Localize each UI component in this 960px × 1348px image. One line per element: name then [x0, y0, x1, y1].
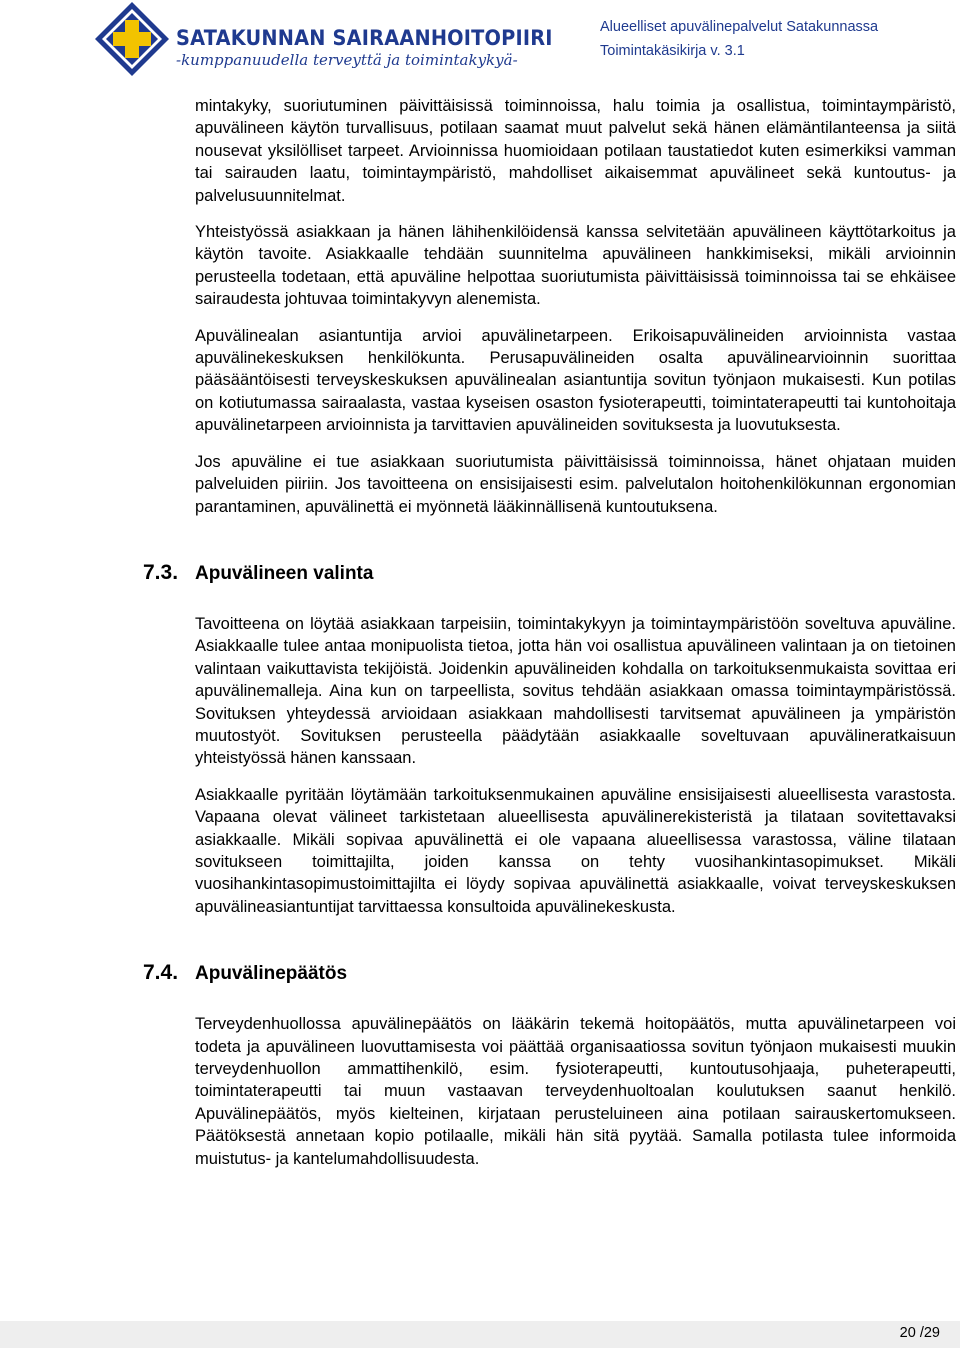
page-header: [0, 0, 960, 80]
paragraph: Jos apuväline ei tue asiakkaan suoriutumista päivittäisissä toiminnoissa, hänet ohjataan muiden palveluiden piiriin. Jos tavoitteena on ensisijaisesti esim. palvelutalon hoitohenkilökunnan ergonomian parantaminen, apuvälinettä ei myönnetä lääkinnällisenä kuntoutuksena.: [195, 452, 956, 516]
section-heading-7-3: [143, 561, 956, 593]
paragraph: Tavoitteena on löytää asiakkaan tarpeisiin, toimintakykyyn ja toimintaympäristöön soveltuva apuväline. Asiakkaalle tulee antaa monipuolista tietoa, jotta hän voi osallistua apuvälineen valintaan ja on tietoinen valintaan vaikuttavista tekijöistä. Joidenkin apuvälineiden kohdalla on tarkoituksenmukaista sovittaa eri apuvälinemalleja. Aina kun on tarpeellista, sovitus tehdään asiakkaan omassa toimintaympäristössä. Sovituksen yhteydessä arvioidaan asiakkaan mahdollisesti tarvitsemat apuvälineen ja ympäristön muutostyöt. Sovituksen perusteella päädytään asiakkaalle soveltuvaan apuvälineratkaisuun yhteistyössä hänen kanssaan.: [195, 614, 956, 768]
document-title: Alueelliset apuvälinepalvelut Satakunnassa: [600, 19, 879, 35]
paragraph: Terveydenhuollossa apuvälinepäätös on lääkärin tekemä hoitopäätös, mutta apuvälinetarpeen voi todeta ja apuvälineen luovuttamisesta voi päättää organisaatiossa sovitun työnjaon mukaisesti muukin terveydenhuollon ammattihenkilö, esim. fysioterapeutti, kuntoutusohjaaja, puheterapeutti, toimintaterapeutti tai muun vastaavan terveydenhuoltoalan koulutuksen saanut henkilö. Apuvälinepäätös, myös kielteinen, kirjataan perusteluineen aina potilaan sairauskertomukseen. Päätöksestä annetaan kopio potilaalle, mikäli hän sitä pyytää. Samalla potilasta tulee informoida muistutus- ja kantelumahdollisuudesta.: [195, 1015, 956, 1168]
section-heading-7-4: [143, 961, 956, 993]
paragraph: Yhteistyössä asiakkaan ja hänen lähihenkilöidensä kanssa selvitetään apuvälineen käyttötarkoitus ja käytön tavoite. Asiakkaalle tehdään suunnitelma apuvälineen hankkimiseksi, mikäli arvioinnin perusteella todetaan, että apuväline helpottaa suoriutumista päivittäisissä toiminnoissa tai se ehkäisee sairaudesta johtuvaa toimintakyvyn alenemista.: [195, 223, 956, 309]
section-title: Apuvälineen valinta: [195, 562, 374, 584]
paragraph: Apuvälinealan asiantuntija arvioi apuvälinetarpeen. Erikoisapuvälineiden arvioinnista vastaa apuvälinekeskuksen henkilökunta. Perusapuvälineiden osalta apuvälinearvioinnin suorittaa pääsääntöisesti terveyskeskuksen apuvälinealan asiantuntija sovitun työnjaon mukaisesti. Kun potilas on kotiutumassa sairaalasta, vastaa kyseisen osaston fysioterapeutti, toimintaterapeutti tai kuntohoitaja apuvälinetarpeen arvioinnista ja tarvittavien apuvälineiden sovituksesta ja luovutuksesta.: [195, 326, 956, 435]
paragraph: mintakyky, suoriutuminen päivittäisissä toiminnoissa, halu toimia ja osallistua, toimintaympäristö, apuvälineen käytön turvallisuus, potilaan saamat muut palvelut sekä hänen elämäntilanteensa ja siitä nousevat yksilölliset tarpeet. Arvioinnissa huomioidaan potilaan taustatiedot kuten esimerkiksi vamman tai sairauden laatu, toimintaympäristö, mahdolliset aikaisemmat apuvälineet sekä kuntoutus- ja palvelusuunnitelmat.: [195, 97, 956, 205]
document-version: Toimintakäsikirja v. 3.1: [600, 43, 745, 59]
section-number: 7.4.: [143, 961, 179, 985]
organization-tagline: -kumppanuudella terveyttä ja toimintakykyä-: [176, 51, 518, 69]
document-info: [600, 15, 878, 63]
page-footer: [0, 1321, 960, 1348]
document-body: [143, 95, 956, 1184]
hospital-district-logo-icon: [93, 0, 171, 78]
paragraph: Asiakkaalle pyritään löytämään tarkoituksenmukainen apuväline ensisijaisesti alueellisesta varastosta. Vapaana olevat välineet tarkistetaan alueellisesta apuvälinerekisteristä ja tilataan sovitettavaksi asiakkaalle. Mikäli sopivaa apuvälinettä ei ole vapaana alueellisessa varastossa, väline tilataan sovitukseen toimittajilta, joiden kanssa on tehty vuosihankintasopimukset. Mikäli vuosihankintasopimustoimittajilta ei löydy sopivaa apuvälinettä asiakkaalle, voivat terveyskeskuksen apuvälineasiantuntijat tarvittaessa konsultoida apuvälinekeskusta.: [195, 785, 956, 916]
organization-name: SATAKUNNAN SAIRAANHOITOPIIRI: [176, 26, 553, 50]
page-number: 20 /29: [899, 1325, 940, 1341]
section-number: 7.3.: [143, 560, 179, 584]
section-title: Apuvälinepäätös: [195, 963, 348, 985]
